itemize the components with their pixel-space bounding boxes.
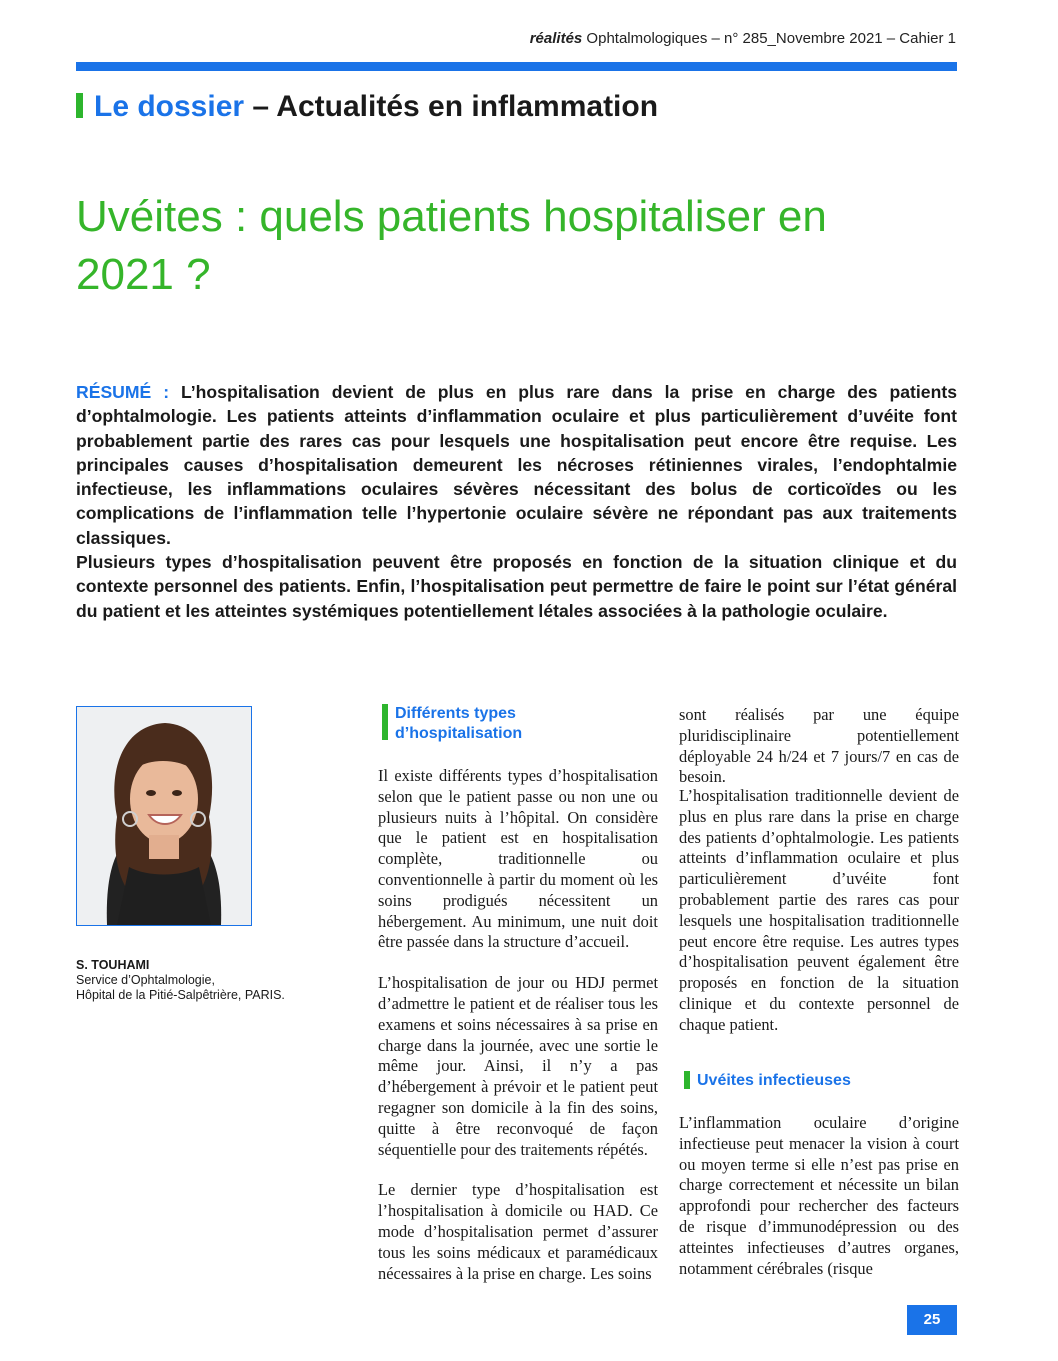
col2-paragraph-1: L’hospitalisation traditionnelle devient de plus en plus rare dans la prise en charge des patients d’ophtalmologie. Les patients atteints d’inflammation oculaire et plus particulièrement d’uvéite font probablement partie des rares cas pour lesquels une hospitalisation traditionnelle peut encore être requise. Les autres types d’hospitalisation peuvent également être proposés en fonction de la situation clinique et du contexte personnel de chaque patient. [679, 786, 959, 1034]
abstract-paragraph-1 [76, 380, 957, 550]
body-column-1 [378, 766, 658, 1304]
journal-header [530, 30, 956, 47]
col2-paragraph-2: L’inflammation oculaire d’origine infectieuse peut menacer la vision à court ou moyen terme si elle n’est pas prise en charge correctement et nécessite un bilan approfondi pour rechercher des facteurs de risque d’immunodépression ou des atteintes infectieuses d’autres organes, notamment cérébrales (risque [679, 1113, 959, 1278]
author-portrait-illustration [77, 707, 251, 925]
abstract-paragraph-2: Plusieurs types d’hospitalisation peuvent être proposés en fonction de la situation clinique et du contexte personnel des patients. Enfin, l’hospitalisation peut permettre de faire le point sur l’état général du patient et les atteintes systémiques potentiellement létales associées à la pathologie oculaire. [76, 552, 957, 621]
abstract-label: RÉSUMÉ : [76, 382, 181, 402]
body-column-2 [679, 786, 959, 1056]
subheading-line-2: d’hospitalisation [395, 725, 523, 742]
subheading-line-1: Différents types [395, 705, 516, 722]
abstract-text-1: L’hospitalisation devient de plus en plus rare dans la prise en charge des patients d’ophtalmologie. Les patients atteints d’inflammation oculaire et plus particulièrement d’uvéite font probablement partie des rares cas pour lesquels une hospitalisation peut encore être requise. Les principales causes d’hospitalisation demeurent les nécroses rétiniennes virales, l’endophtalmie infectieuse, les inflammations oculaires sévères nécessitant des bolus de corticoïdes ou les complications de l’inflammation telle l’hypertonie oculaire sévère ne répondant pas aux traitements classiques. [76, 382, 957, 548]
section-label: Le dossier [94, 90, 245, 123]
col2-paragraph-0: sont réalisés par une équipe pluridisciplinaire potentiellement déployable 24 h/24 et 7 jours/7 en cas de besoin. [679, 705, 959, 787]
author-affiliation [76, 973, 285, 1003]
subheading-marker [684, 1071, 690, 1089]
col1-paragraph-2: L’hospitalisation de jour ou HDJ permet d’admettre le patient et de réaliser tous les examens et soins nécessaires à sa prise en charge dans la journée, avec une sortie le même jour. Ainsi, il n’y a pas d’hébergement à prévoir et le patient peut regagner son domicile à la fin des soins, quitte à être reconvoqué de façon séquentielle pour des traitements répétés. [378, 973, 658, 1159]
author-affiliation-line-2: Hôpital de la Pitié-Salpêtrière, PARIS. [76, 988, 285, 1002]
journal-name: réalités [529, 30, 583, 47]
subheading-hospitalisation-types [395, 704, 522, 744]
section-heading [76, 90, 658, 124]
abstract [76, 380, 957, 623]
section-marker [76, 93, 83, 118]
author-photo [76, 706, 252, 926]
author-affiliation-line-1: Service d’Ophtalmologie, [76, 973, 215, 987]
col1-paragraph-1: Il existe différents types d’hospitalisation selon que le patient passe ou non une ou plusieurs nuits à l’hôpital. On considère que le patient est en hospitalisation complète, traditionnelle ou conventionnelle à partir du moment où les soins prodigués nécessitent un hébergement. Au minimum, une nuit doit être passée dans la structure d’accueil. [378, 766, 658, 952]
body-column-2-bottom [679, 1113, 959, 1299]
top-rule [76, 62, 957, 71]
article-title: Uvéites : quels patients hospitaliser en 2021 ? [76, 192, 827, 299]
subheading-infectious-uveitis [697, 1071, 851, 1091]
author-name: S. TOUHAMI [76, 958, 150, 972]
col1-paragraph-3: Le dernier type d’hospitalisation est l’hospitalisation à domicile ou HAD. Ce mode d’hospitalisation permet d’assurer tous les soins médicaux et paramédicaux nécessaires à la prise en charge. Les soins [378, 1180, 658, 1283]
page-number: 25 [907, 1305, 957, 1335]
subheading-text: Uvéites infectieuses [697, 1072, 851, 1089]
subheading-marker [382, 704, 388, 740]
section-topic: – Actualités en inflammation [244, 90, 659, 123]
journal-issue: Ophtalmologiques – n° 285_Novembre 2021 – Cahier 1 [582, 30, 956, 47]
